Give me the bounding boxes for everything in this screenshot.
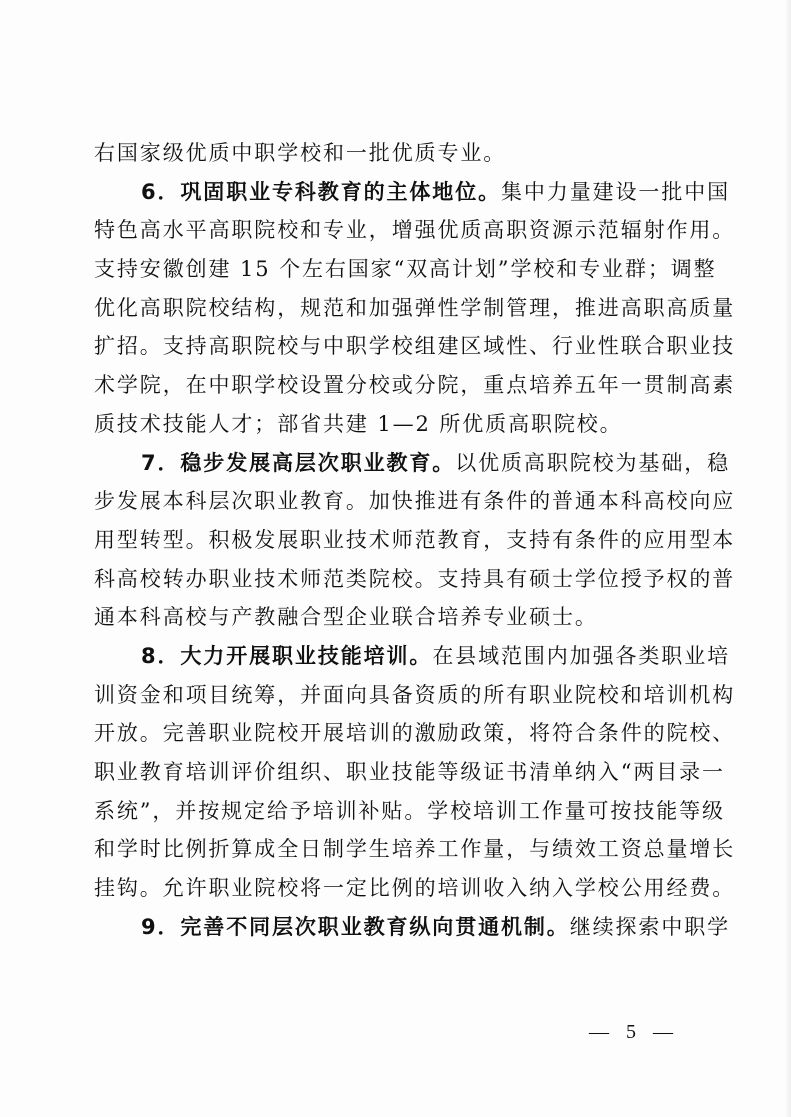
body-text: 系统”，并按规定给予培训补贴。学校培训工作量可按技能等级 (94, 798, 725, 823)
page-edge-shadow (785, 0, 791, 1117)
body-text: 通本科高校与产教融合型企业联合培养专业硕士。 (94, 605, 598, 630)
paragraph-first-line (94, 444, 731, 483)
body-text: 科高校转办职业技术师范类院校。支持具有硕士学位授予权的普 (94, 566, 736, 591)
body-text: 挂钩。允许职业院校将一定比例的培训收入纳入学校公用经费。 (94, 876, 736, 901)
document-body (94, 134, 736, 946)
text-line (94, 792, 725, 831)
text-line (94, 327, 736, 366)
body-text: 特色高水平高职院校和专业，增强优质高职资源示范辐射作用。 (94, 218, 736, 243)
section-heading: 7．稳步发展高层次职业教育。 (141, 450, 456, 475)
text-line (94, 830, 736, 869)
section-heading: 9．完善不同层次职业教育纵向贯通机制。 (141, 914, 570, 939)
body-text: 集中力量建设一批中国 (501, 179, 731, 204)
body-text: 以优质高职院校为基础，稳 (455, 450, 731, 475)
text-line (94, 482, 736, 521)
text-line (94, 134, 696, 173)
body-text: 支持安徽创建 15 个左右国家“双高计划”学校和专业群；调整 (94, 257, 717, 282)
section-heading: 6．巩固职业专科教育的主体地位。 (141, 179, 502, 204)
text-line (94, 289, 736, 328)
text-line (94, 676, 736, 715)
text-line (94, 366, 736, 405)
text-line (94, 560, 736, 599)
text-line (94, 521, 736, 560)
paragraph-first-line (94, 173, 731, 212)
body-text: 训资金和项目统筹，并面向具备资质的所有职业院校和培训机构 (94, 682, 736, 707)
text-line (94, 714, 736, 753)
body-text: 术学院，在中职学校设置分校或分院，重点培养五年一贯制高素 (94, 373, 736, 398)
body-text: 职业教育培训评价组织、职业技能等级证书清单纳入“两目录一 (94, 760, 725, 784)
text-line (94, 405, 696, 444)
text-line (94, 598, 696, 637)
body-text: 右国家级优质中职学校和一批优质专业。 (94, 141, 507, 165)
text-line (94, 753, 725, 792)
body-text: 质技术技能人才；部省共建 1—2 所优质高职院校。 (94, 411, 623, 436)
body-text: 用型转型。积极发展职业技术师范教育，支持有条件的应用型本 (94, 527, 736, 552)
body-text: 步发展本科层次职业教育。加快推进有条件的普通本科高校向应 (94, 489, 736, 514)
text-line (94, 869, 736, 908)
body-text: 扩招。支持高职院校与中职学校组建区域性、行业性联合职业技 (94, 334, 736, 359)
body-text: 在县域范围内加强各类职业培 (432, 643, 731, 668)
text-line (94, 211, 736, 250)
body-text: 和学时比例折算成全日制学生培养工作量，与绩效工资总量增长 (94, 837, 736, 862)
paragraph-first-line (94, 637, 731, 676)
body-text: 优化高职院校结构，规范和加强弹性学制管理，推进高职高质量 (94, 295, 736, 320)
paragraph-first-line (94, 908, 731, 947)
page-number: — 5 — (589, 1021, 679, 1043)
section-heading: 8．大力开展职业技能培训。 (141, 643, 433, 668)
body-text: 开放。完善职业院校开展培训的激励政策，将符合条件的院校、 (94, 721, 736, 746)
text-line (94, 250, 717, 289)
body-text: 继续探索中职学 (569, 914, 731, 939)
